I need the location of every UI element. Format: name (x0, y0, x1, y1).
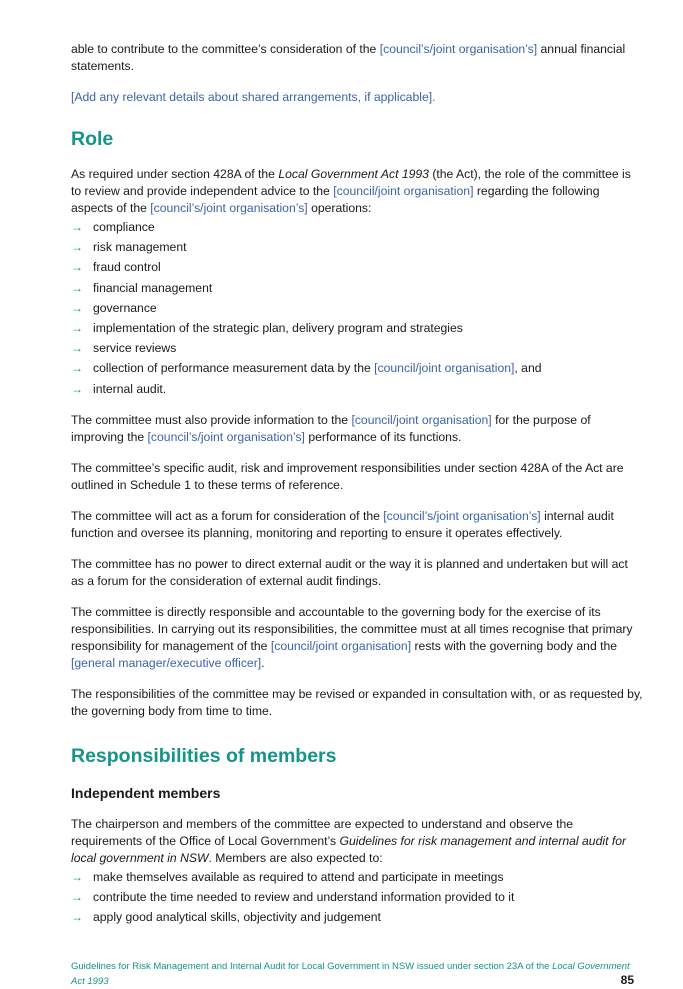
text: operations: (307, 201, 372, 215)
members-paragraph: The chairperson and members of the committee are expected to understand and observe the requirements of the Office of Local Government’s Guidelines for risk management and internal audit for local government in NSW. Members are also expected to: (71, 816, 627, 865)
list-item: → apply good analytical skills, objectivity and judgement (71, 910, 381, 925)
role-paragraph (71, 166, 643, 217)
arrow-icon: → (71, 320, 83, 335)
arrow-icon: → (71, 381, 83, 396)
placeholder-text: [council’s/joint organisation’s] (379, 42, 538, 56)
list-item: → make themselves available as required to attend and participate in meetings (71, 869, 504, 884)
page-number: 85 (620, 973, 634, 987)
arrow-icon: → (71, 889, 83, 904)
responsibilities-heading: Responsibilities of members (71, 744, 337, 767)
list-item: → fraud control (71, 260, 161, 275)
list-item: → risk management (71, 240, 187, 255)
act-title: Local Government Act 1993 (278, 167, 429, 181)
intro-paragraph (71, 41, 643, 75)
list-item: → service reviews (71, 341, 177, 356)
placeholder-text: [council’s/joint organisation’s] (147, 429, 305, 444)
role-paragraph: The responsibilities of the committee may be revised or expanded in consultation with, or as requested by, the governing body from time to time. (71, 686, 643, 718)
text: As required under section 428A of the (71, 167, 279, 181)
list-item: → contribute the time needed to review and understand information provided to it (71, 889, 515, 904)
placeholder-text: [council/joint organisation] (333, 184, 474, 198)
independent-members-subheading: Independent members (71, 784, 221, 801)
role-paragraph: The committee’s specific audit, risk and improvement responsibilities under section 428A of the Act are outlined in Schedule 1 to these terms of reference. (71, 460, 624, 492)
page-footer: Guidelines for Risk Management and Internal Audit for Local Government in NSW issued under section 23A of the Local Government Act 1993 (71, 961, 630, 987)
placeholder-text: [council’s/joint organisation’s] (150, 201, 308, 215)
role-paragraph: The committee is directly responsible and accountable to the governing body for the exercise of its responsibilities. In carrying out its responsibilities, the committee must at all times recognise that primary responsibility for management of the [council/joint organisation] rests with the governing body and the [general manager/executive officer]. (71, 604, 633, 670)
arrow-icon: → (71, 240, 83, 255)
role-paragraph: The committee has no power to direct external audit or the way it is planned and undertaken but will act as a forum for the consideration of external audit findings. (71, 556, 628, 588)
members-list (71, 869, 643, 926)
role-paragraph: The committee must also provide information to the [council/joint organisation] for the purpose of improving the [council’s/joint organisation’s] performance of its functions. (71, 412, 591, 444)
arrow-icon: → (71, 910, 83, 925)
arrow-icon: → (71, 361, 83, 376)
arrow-icon: → (71, 280, 83, 295)
guidelines-title: Guidelines for risk management and internal audit for local government in NSW (71, 833, 627, 865)
role-paragraph: The committee will act as a forum for consideration of the [council’s/joint organisation’s] internal audit function and oversee its planning, monitoring and reporting to ensure it operates effectively. (71, 508, 614, 540)
list-item: → governance (71, 300, 157, 315)
arrow-icon: → (71, 869, 83, 884)
list-item: → financial management (71, 280, 213, 295)
arrow-icon: → (71, 260, 83, 275)
placeholder-text: [council/joint organisation] (374, 361, 515, 376)
list-item: → collection of performance measurement data by the [council/joint organisation], and (71, 361, 542, 376)
placeholder-text: [council/joint organisation] (270, 638, 412, 653)
text: able to contribute to the committee’s consideration of the (71, 42, 380, 56)
page-content (71, 41, 643, 929)
arrow-icon: → (71, 300, 83, 315)
placeholder-text: [general manager/executive officer] (71, 655, 262, 670)
act-title: Local Government Act 1993 (71, 961, 630, 987)
placeholder-text: [council’s/joint organisation’s] (383, 508, 541, 523)
text: annual financial statements. (71, 42, 626, 73)
shared-arrangements-note: [Add any relevant details about shared arrangements, if applicable]. (71, 90, 436, 104)
arrow-icon: → (71, 341, 83, 356)
list-item: → compliance (71, 220, 155, 234)
list-item: → internal audit. (71, 381, 167, 396)
placeholder-text: [council/joint organisation] (351, 412, 492, 427)
role-list (71, 219, 643, 398)
text: (the Act), the role of the committee is to review and provide independent advice to the (71, 167, 631, 198)
role-heading: Role (71, 128, 114, 150)
arrow-icon: → (71, 220, 83, 234)
list-item: → implementation of the strategic plan, delivery program and strategies (71, 320, 463, 335)
text: regarding the following aspects of the (71, 184, 600, 215)
